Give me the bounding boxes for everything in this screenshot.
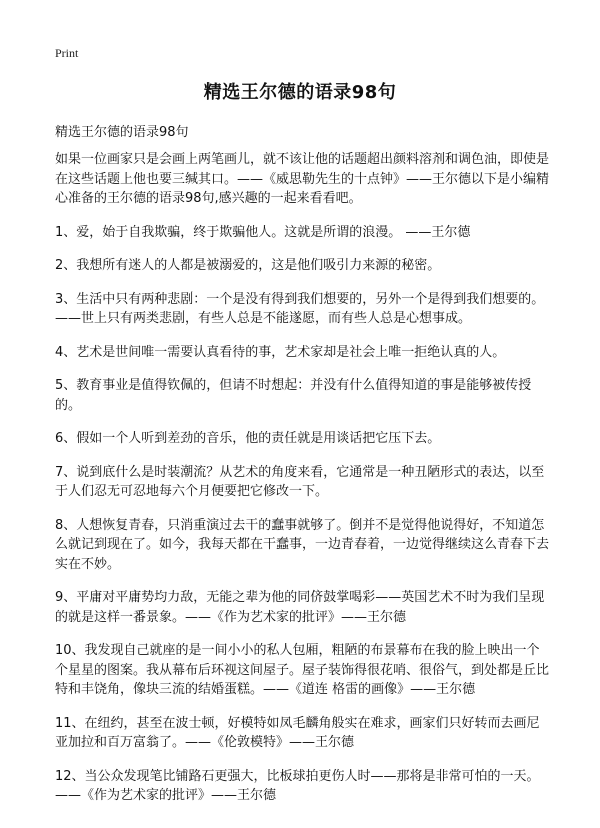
quote-item: 5、教育事业是值得钦佩的，但请不时想起：并没有什么值得知道的事是能够被传授的。 <box>55 378 532 413</box>
quote-item: 11、在纽约，甚至在波士顿，好模特如凤毛麟角般实在难求，画家们只好转而去画尼亚加拉和百万富翁了。——《伦敦模特》——王尔德 <box>55 715 540 750</box>
quote-item: 2、我想所有迷人的人都是被溺爱的，这是他们吸引力来源的秘密。 <box>55 258 441 273</box>
quote-item: 3、生活中只有两种悲剧：一个是没有得到我们想要的，另外一个是得到我们想要的。——世上只有两类悲剧，有些人总是不能遂愿，而有些人总是心想事成。 <box>55 291 545 326</box>
intro-paragraph: 如果一位画家只是会画上两笔画儿，就不该让他的话题超出颜料溶剂和调色油，即使是在这些话题上他也要三缄其口。——《威思勒先生的十点钟》——王尔德以下是小编精心准备的王尔德的语录98句,感兴趣的一起来看看吧。 <box>55 152 550 206</box>
quote-item: 8、人想恢复青春，只消重演过去干的蠢事就够了。倒并不是觉得他说得好，不知道怎么就记到现在了。如今，我每天都在干蠢事，一边青春着，一边觉得继续这么青春下去实在不妙。 <box>55 517 550 572</box>
quote-item: 9、平庸对平庸势均力敌，无能之辈为他的同侪鼓掌喝彩——英国艺术不时为我们呈现的就是这样一番景象。——《作为艺术家的批评》——王尔德 <box>55 590 545 625</box>
quote-item: 12、当公众发现笔比铺路石更强大，比板球拍更伤人时——那将是非常可怕的一天。——《作为艺术家的批评》——王尔德 <box>55 768 540 803</box>
page-title: 精选王尔德的语录98句 <box>203 82 397 103</box>
quote-item: 6、假如一个人听到差劲的音乐，他的责任就是用谈话把它压下去。 <box>55 431 441 446</box>
article-body <box>55 150 550 820</box>
print-link[interactable]: Print <box>55 46 79 60</box>
quote-item: 7、说到底什么是时装潮流？从艺术的角度来看，它通常是一种丑陋形式的表达，以至于人们忍无可忍地每六个月便要把它修改一下。 <box>55 464 545 499</box>
quote-item: 1、爱，始于自我欺骗，终于欺骗他人。这就是所谓的浪漫。 ——王尔德 <box>55 224 471 240</box>
quote-item: 10、我发现自己就座的是一间小小的私人包厢，粗陋的布景幕布在我的脸上映出一个个星星的图案。我从幕布后环视这间屋子。屋子装饰得很花哨、很俗气，到处都是丘比特和丰饶角，像块三流的结婚蛋糕。——《道连 格雷的画像》——王尔德 <box>55 643 550 697</box>
article-subtitle: 精选王尔德的语录98句 <box>55 125 189 140</box>
quote-item: 4、艺术是世间唯一需要认真看待的事，艺术家却是社会上唯一拒绝认真的人。 <box>55 344 506 360</box>
